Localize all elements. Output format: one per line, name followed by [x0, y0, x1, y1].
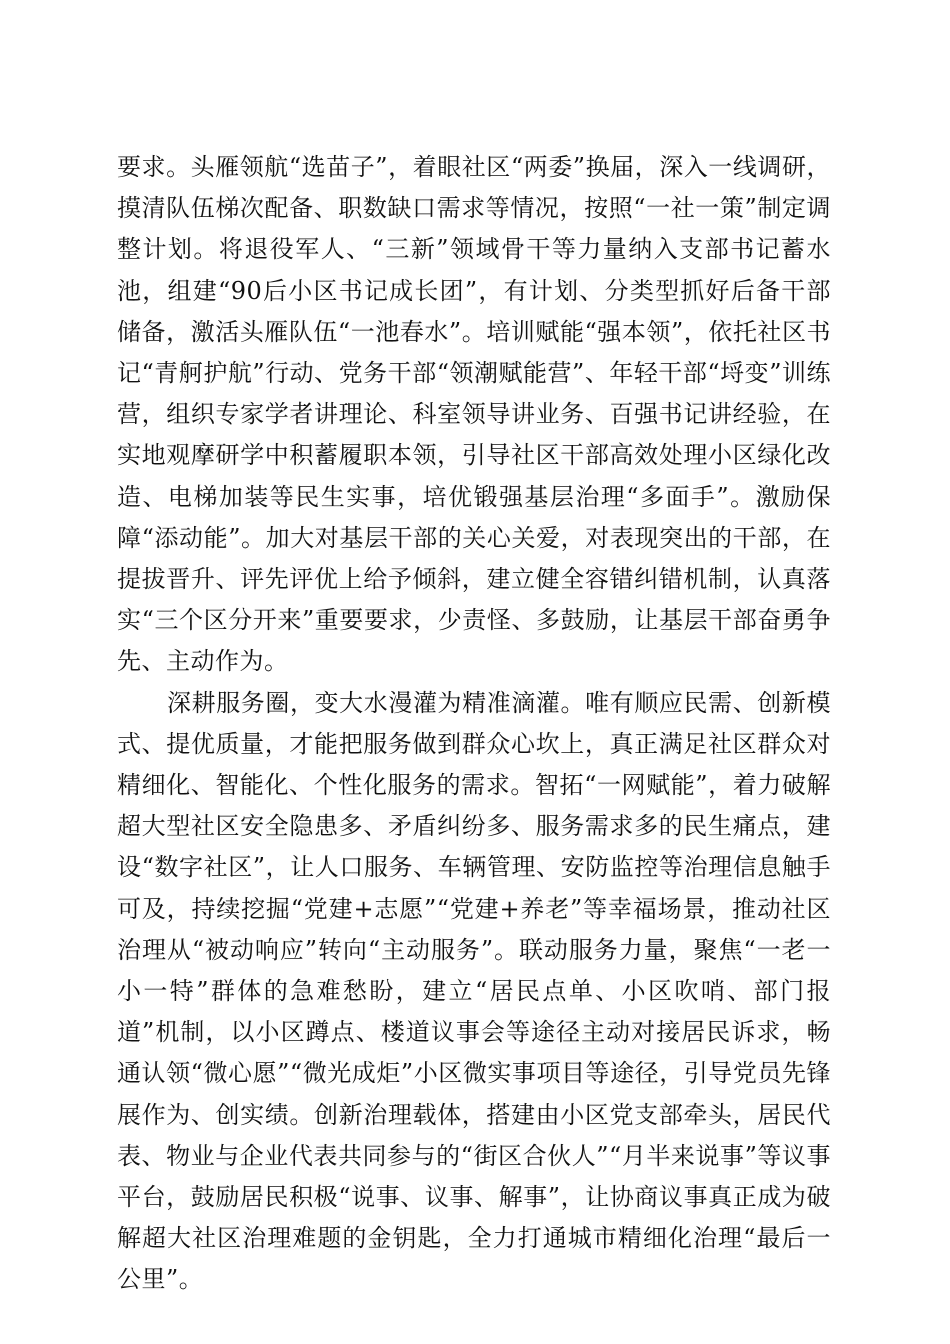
document-body	[117, 147, 831, 1301]
paragraph-cadre-training: 要求。头雁领航“选苗子”，着眼社区“两委”换届，深入一线调研，摸清队伍梯次配备、职数缺口需求等情况，按照“一社一策”制定调整计划。将退役军人、“三新”领域骨干等力量纳入支部书记蓄水池，组建“90后小区书记成长团”，有计划、分类型抓好后备干部储备，激活头雁队伍“一池春水”。培训赋能“强本领”，依托社区书记“青舸护航”行动、党务干部“领潮赋能营”、年轻干部“埒变”训练营，组织专家学者讲理论、科室领导讲业务、百强书记讲经验，在实地观摩研学中积蓄履职本领，引导社区干部高效处理小区绿化改造、电梯加装等民生实事，培优锻强基层治理“多面手”。激励保障“添动能”。加大对基层干部的关心关爱，对表现突出的干部，在提拔晋升、评先评优上给予倾斜，建立健全容错纠错机制，认真落实“三个区分开来”重要要求，少责怪、多鼓励，让基层干部奋勇争先、主动作为。	[117, 153, 831, 676]
paragraph-service-circle: 深耕服务圈，变大水漫灌为精准滴灌。唯有顺应民需、创新模式、提优质量，才能把服务做到群众心坎上，真正满足社区群众对精细化、智能化、个性化服务的需求。智拓“一网赋能”，着力破解超大型社区安全隐患多、矛盾纠纷多、服务需求多的民生痛点，建设“数字社区”，让人口服务、车辆管理、安防监控等治理信息触手可及，持续挖掘“党建+志愿”“党建+养老”等幸福场景，推动社区治理从“被动响应”转向“主动服务”。联动服务力量，聚焦“一老一小一特”群体的急难愁盼，建立“居民点单、小区吹哨、部门报道”机制，以小区蹲点、楼道议事会等途径主动对接居民诉求，畅通认领“微心愿”“微光成炬”小区微实事项目等途径，引导党员先锋展作为、创实绩。创新治理载体，搭建由小区党支部牵头，居民代表、物业与企业代表共同参与的“街区合伙人”“月半来说事”等议事平台，鼓励居民积极“说事、议事、解事”，让协商议事真正成为破解超大社区治理难题的金钥匙，全力打通城市精细化治理“最后一公里”。	[117, 688, 831, 1294]
